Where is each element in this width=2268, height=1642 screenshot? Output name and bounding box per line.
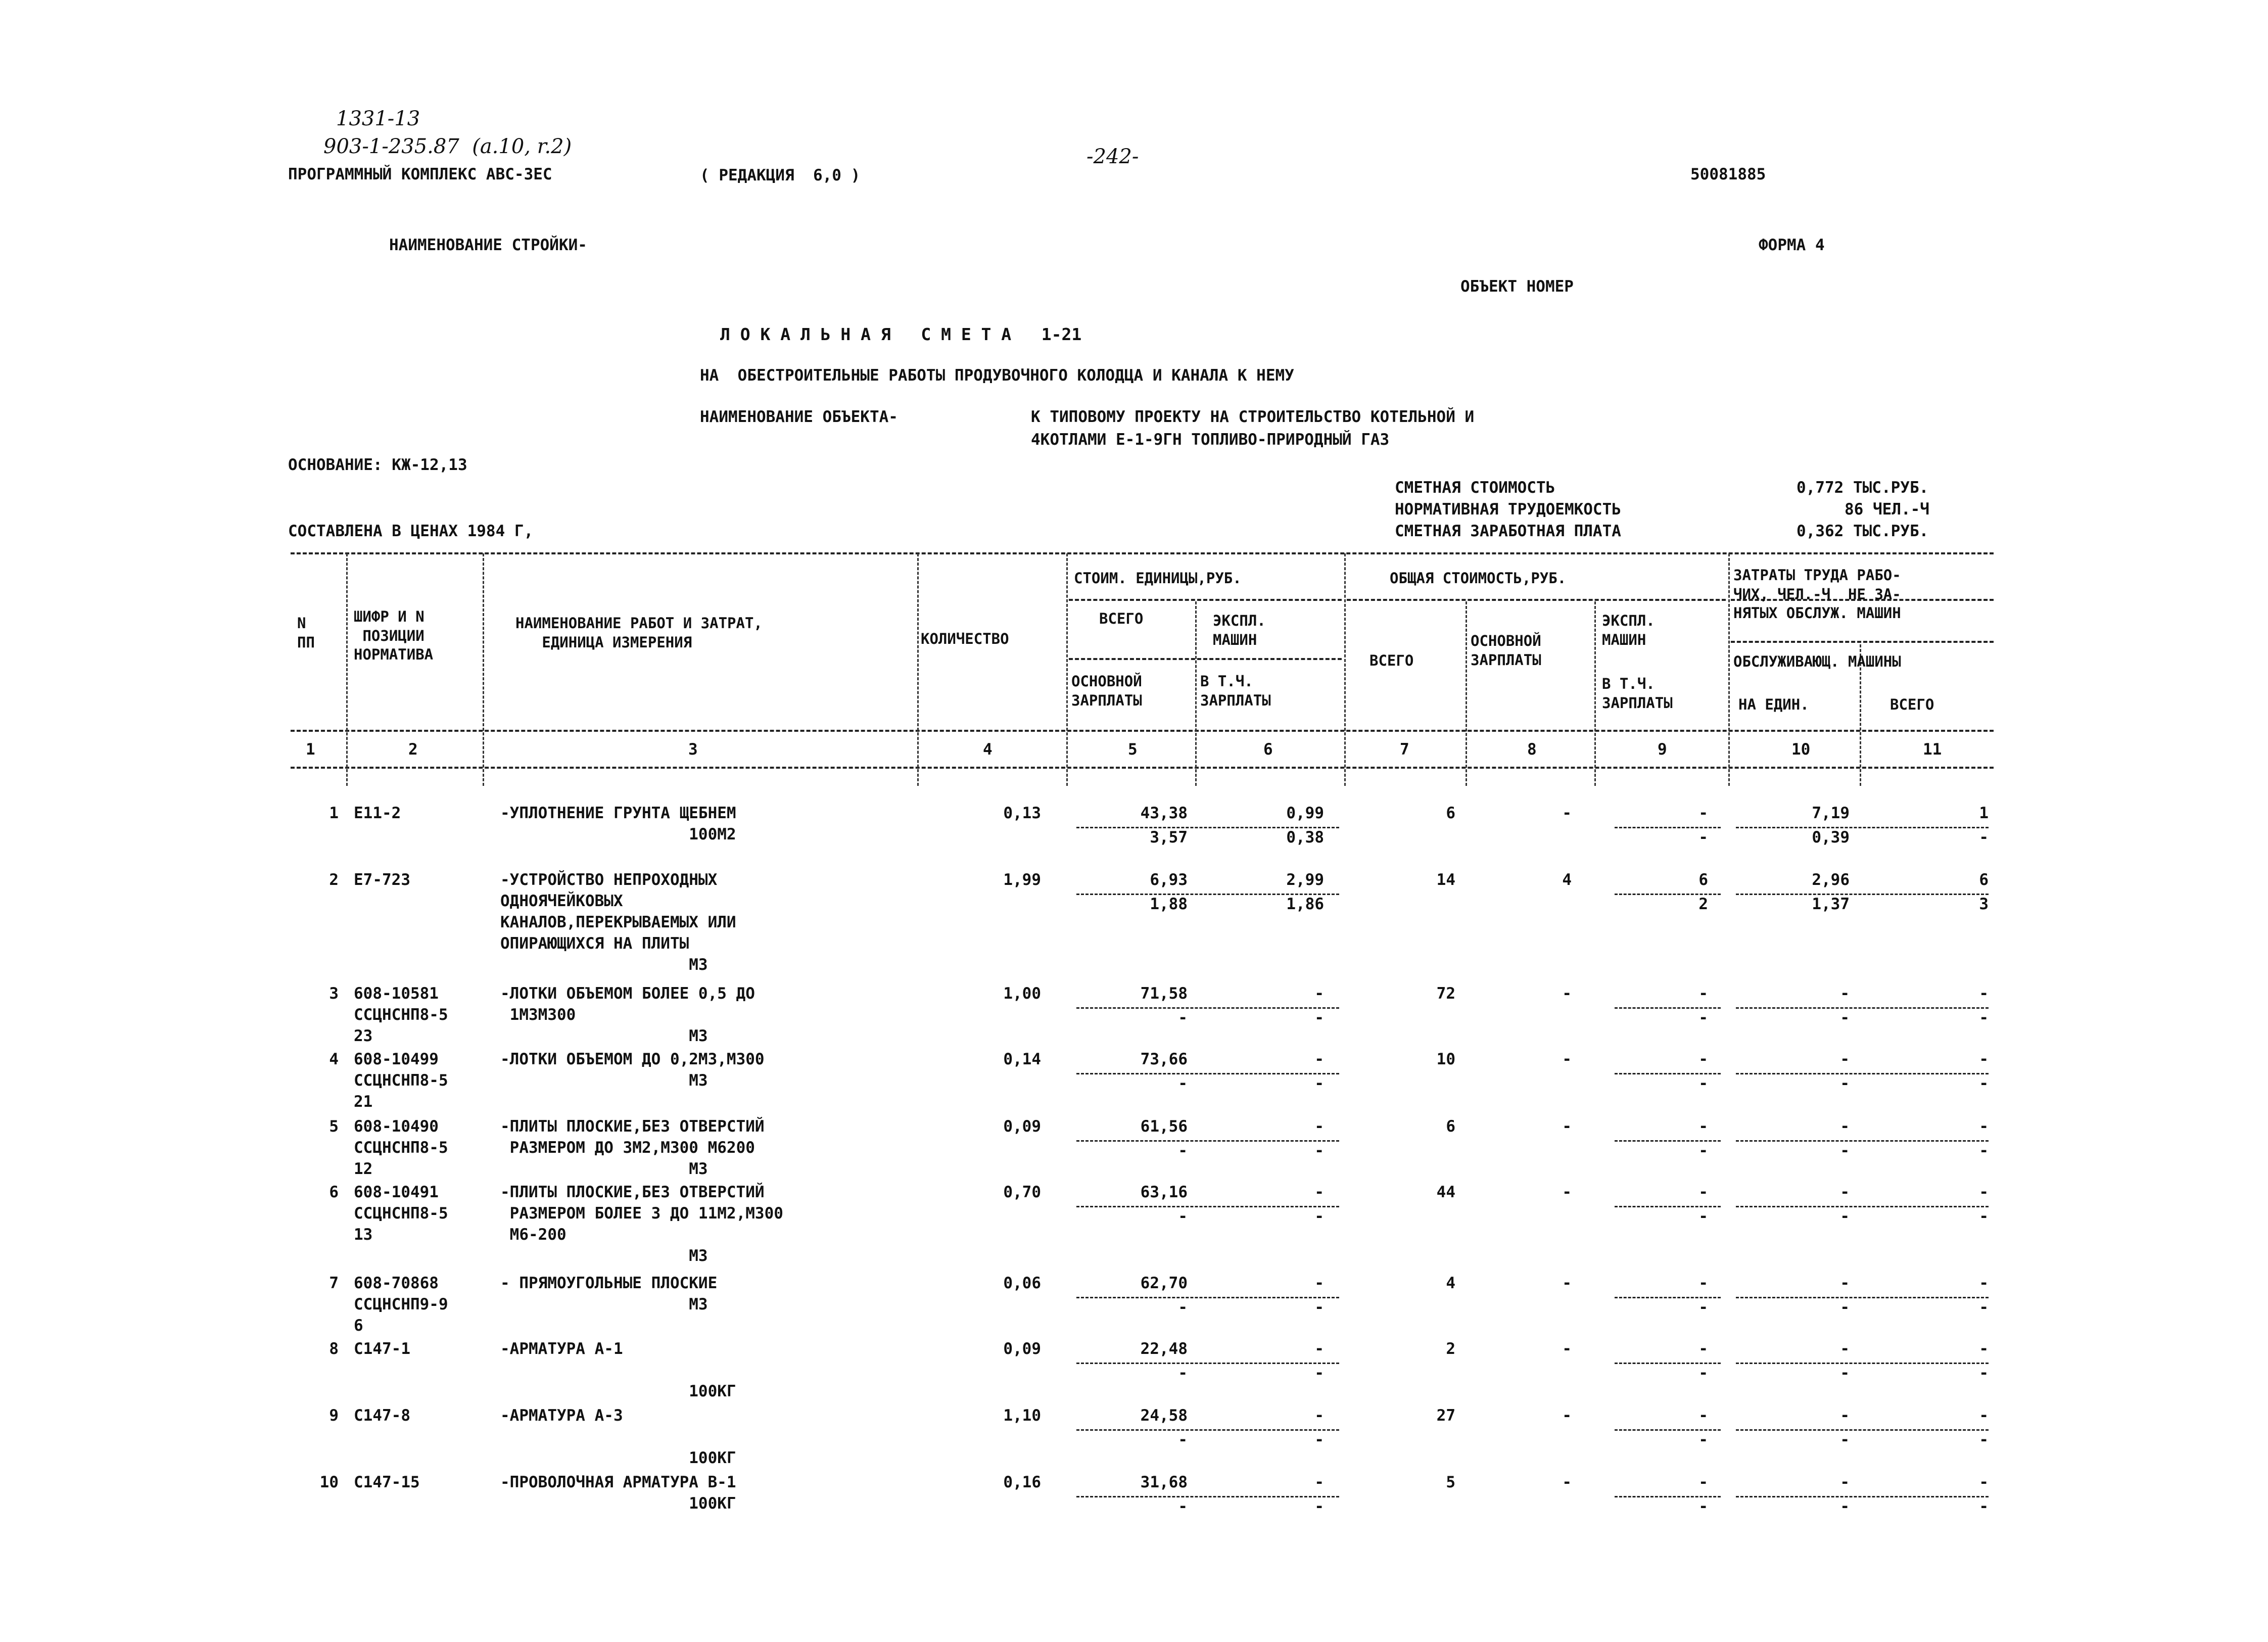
row-labor-total: - — [1979, 984, 1989, 1003]
row-name: -ПРОВОЛОЧНАЯ АРМАТУРА В-1 100КГ — [500, 1473, 736, 1513]
summary-label-1: СМЕТНАЯ СТОИМОСТЬ — [1395, 479, 1555, 497]
row-labor-unit: - — [1840, 1183, 1850, 1201]
row-total-mach: - — [1698, 1117, 1708, 1136]
header-labor-unit: НА ЕДИН. — [1738, 696, 1809, 713]
row-labor-total-2: - — [1979, 1497, 1989, 1516]
row-labor-unit: - — [1840, 1050, 1850, 1068]
row-labor-unit: - — [1840, 1274, 1850, 1292]
header-unit-incl: В Т.Ч. ЗАРПЛАТЫ — [1200, 673, 1271, 709]
row-unit-total: 71,58 — [1140, 984, 1188, 1003]
row-unit-wage: - — [1178, 1074, 1188, 1093]
row-unit-total: 31,68 — [1140, 1473, 1188, 1491]
row-labor-unit-2: 1,37 — [1812, 895, 1850, 913]
row-labor-total: - — [1979, 1340, 1989, 1358]
row-total-mach: - — [1698, 1050, 1708, 1068]
row-labor-unit-2: - — [1840, 1431, 1850, 1449]
row-code: С147-1 — [354, 1340, 410, 1358]
row-code: С147-15 — [354, 1473, 420, 1491]
object-name-line-1: К ТИПОВОМУ ПРОЕКТУ НА СТРОИТЕЛЬСТВО КОТЕЛЬНОЙ И — [1031, 408, 1475, 426]
row-total-incl: - — [1698, 1009, 1708, 1027]
row-labor-total-2: - — [1979, 828, 1989, 847]
row-labor-total: - — [1979, 1050, 1989, 1068]
construction-label: НАИМЕНОВАНИЕ СТРОЙКИ- — [389, 236, 587, 254]
row-labor-unit: 7,19 — [1812, 804, 1850, 822]
row-total: 14 — [1436, 871, 1455, 889]
row-total-wage: - — [1562, 984, 1572, 1003]
row-number: 4 — [329, 1050, 339, 1068]
row-unit-total: 22,48 — [1140, 1340, 1188, 1358]
row-unit-incl: - — [1314, 1207, 1324, 1226]
row-quantity: 0,06 — [1003, 1274, 1041, 1292]
row-labor-total: 1 — [1979, 804, 1989, 822]
row-labor-total-2: - — [1979, 1074, 1989, 1093]
row-total-wage: - — [1562, 1473, 1572, 1491]
row-code: Е7-723 — [354, 871, 410, 889]
row-unit-wage: - — [1178, 1298, 1188, 1317]
row-code: 608-10499 ССЦНСНП8-5 21 — [354, 1050, 448, 1111]
row-total-mach: - — [1698, 804, 1708, 822]
row-total-wage: - — [1562, 1406, 1572, 1425]
col-divider-5 — [1195, 601, 1197, 786]
row-labor-total-2: - — [1979, 1364, 1989, 1382]
row-unit-total: 73,66 — [1140, 1050, 1188, 1068]
row-unit-wage: 1,88 — [1150, 895, 1188, 913]
row-number: 10 — [319, 1473, 339, 1491]
header-total-mach: ЭКСПЛ. МАШИН — [1602, 612, 1655, 648]
row-quantity: 1,99 — [1003, 871, 1041, 889]
row-unit-total: 63,16 — [1140, 1183, 1188, 1201]
row-code: 608-10581 ССЦНСНП8-5 23 — [354, 984, 448, 1045]
row-quantity: 0,09 — [1003, 1340, 1041, 1358]
col-divider-1 — [346, 553, 348, 786]
row-code: 608-10491 ССЦНСНП8-5 13 — [354, 1183, 448, 1244]
column-numbers-rule — [291, 767, 1994, 769]
row-unit-incl: 0,38 — [1286, 828, 1324, 847]
row-total-incl: - — [1698, 1364, 1708, 1382]
header-bottom-rule — [291, 730, 1994, 732]
row-labor-total: - — [1979, 1473, 1989, 1491]
row-unit-mach: - — [1314, 984, 1324, 1003]
row-unit-mach: - — [1314, 1183, 1324, 1201]
row-unit-total: 24,58 — [1140, 1406, 1188, 1425]
header-labor-2: ОБСЛУЖИВАЮЩ. МАШИНЫ — [1733, 653, 1901, 670]
col-num-1: 1 — [306, 740, 315, 759]
col-num-7: 7 — [1400, 740, 1409, 759]
col-num-8: 8 — [1527, 740, 1537, 759]
summary-value-2: 86 ЧЕЛ.-Ч — [1845, 500, 1929, 519]
row-labor-unit-2: - — [1840, 1074, 1850, 1093]
row-unit-incl: - — [1314, 1364, 1324, 1382]
row-code: 608-70868 ССЦНСНП9-9 6 — [354, 1274, 448, 1335]
col-divider-8 — [1594, 601, 1596, 786]
row-labor-unit: 2,96 — [1812, 871, 1850, 889]
labor-sub-rule-2 — [1731, 641, 1994, 643]
summary-value-3: 0,362 ТЫС.РУБ. — [1797, 522, 1929, 540]
col-num-6: 6 — [1263, 740, 1273, 759]
col-num-4: 4 — [983, 740, 993, 759]
row-total-incl: - — [1698, 1298, 1708, 1317]
row-unit-incl: 1,86 — [1286, 895, 1324, 913]
row-number: 6 — [329, 1183, 339, 1201]
row-quantity: 1,00 — [1003, 984, 1041, 1003]
form-label: ФОРМА 4 — [1759, 236, 1825, 254]
row-unit-incl: - — [1314, 1142, 1324, 1160]
row-total-incl: - — [1698, 828, 1708, 847]
row-name: -УПЛОТНЕНИЕ ГРУНТА ЩЕБНЕМ 100М2 — [500, 804, 736, 843]
row-labor-unit-2: - — [1840, 1142, 1850, 1160]
row-labor-total: - — [1979, 1274, 1989, 1292]
row-labor-total-2: - — [1979, 1142, 1989, 1160]
row-labor-unit: - — [1840, 1340, 1850, 1358]
col-num-9: 9 — [1658, 740, 1667, 759]
row-total: 10 — [1436, 1050, 1455, 1068]
row-labor-total-2: - — [1979, 1009, 1989, 1027]
object-name-line-2: 4КОТЛАМИ Е-1-9ГН ТОПЛИВО-ПРИРОДНЫЙ ГАЗ — [1031, 431, 1390, 449]
row-labor-total: - — [1979, 1117, 1989, 1136]
page-number: -242- — [1086, 145, 1139, 168]
row-labor-unit: - — [1840, 1473, 1850, 1491]
object-number-label: ОБЪЕКТ НОМЕР — [1460, 277, 1574, 296]
row-number: 1 — [329, 804, 339, 822]
header-unit-mach: ЭКСПЛ. МАШИН — [1213, 612, 1266, 648]
summary-label-2: НОРМАТИВНАЯ ТРУДОЕМКОСТЬ — [1395, 500, 1621, 519]
row-total-mach: - — [1698, 1183, 1708, 1201]
row-quantity: 1,10 — [1003, 1406, 1041, 1425]
header-code: ШИФР И N ПОЗИЦИИ НОРМАТИВА — [354, 608, 434, 664]
header-labor: ЗАТРАТЫ ТРУДА РАБО- ЧИХ, ЧЕЛ.-Ч НЕ ЗА- НЯТЫХ ОБСЛУЖ. МАШИН — [1733, 567, 1901, 622]
row-labor-total-2: - — [1979, 1298, 1989, 1317]
row-labor-unit-2: 0,39 — [1812, 828, 1850, 847]
row-number: 5 — [329, 1117, 339, 1136]
col-num-5: 5 — [1128, 740, 1138, 759]
row-unit-total: 6,93 — [1150, 871, 1188, 889]
row-unit-incl: - — [1314, 1074, 1324, 1093]
row-labor-total-2: - — [1979, 1431, 1989, 1449]
row-total-wage: - — [1562, 1340, 1572, 1358]
row-labor-total: - — [1979, 1406, 1989, 1425]
program-complex: ПРОГРАММНЫЙ КОМПЛЕКС АВС-3ЕС — [288, 165, 552, 183]
row-quantity: 0,09 — [1003, 1117, 1041, 1136]
row-unit-wage: - — [1178, 1009, 1188, 1027]
handwritten-note-1: 1331-13 — [336, 107, 420, 130]
header-unit-all: ВСЕГО — [1099, 610, 1144, 627]
estimate-title: Л О К А Л Ь Н А Я С М Е Т А 1-21 — [720, 324, 1082, 344]
row-unit-wage: - — [1178, 1207, 1188, 1226]
row-labor-unit-2: - — [1840, 1298, 1850, 1317]
row-total-incl: - — [1698, 1431, 1708, 1449]
total-cost-sub-rule — [1347, 599, 1726, 601]
row-labor-unit-2: - — [1840, 1009, 1850, 1027]
header-quantity: КОЛИЧЕСТВО — [921, 630, 1009, 647]
row-total-wage: - — [1562, 1050, 1572, 1068]
row-total-mach: - — [1698, 1473, 1708, 1491]
row-quantity: 0,13 — [1003, 804, 1041, 822]
row-unit-wage: - — [1178, 1364, 1188, 1382]
row-name: -АРМАТУРА А-3 100КГ — [500, 1406, 736, 1467]
row-number: 2 — [329, 871, 339, 889]
summary-value-1: 0,772 ТЫС.РУБ. — [1797, 479, 1929, 497]
row-code: 608-10490 ССЦНСНП8-5 12 — [354, 1117, 448, 1178]
row-labor-unit: - — [1840, 1406, 1850, 1425]
header-total-cost: ОБЩАЯ СТОИМОСТЬ,РУБ. — [1390, 570, 1567, 587]
col-num-11: 11 — [1923, 740, 1942, 759]
row-unit-mach: 0,99 — [1286, 804, 1324, 822]
col-divider-6 — [1344, 553, 1346, 786]
row-unit-total: 62,70 — [1140, 1274, 1188, 1292]
row-total-incl: - — [1698, 1207, 1708, 1226]
row-unit-incl: - — [1314, 1298, 1324, 1317]
row-total: 5 — [1446, 1473, 1455, 1491]
header-total-wage: ОСНОВНОЙ ЗАРПЛАТЫ — [1471, 632, 1541, 669]
row-name: -УСТРОЙСТВО НЕПРОХОДНЫХ ОДНОЯЧЕЙКОВЫХ КАНАЛОВ,ПЕРЕКРЫВАЕМЫХ ИЛИ ОПИРАЮЩИХСЯ НА ПЛИТЫ М3 — [500, 871, 736, 974]
handwritten-note-2: 903-1-235.87 (a.10, r.2) — [323, 135, 572, 158]
row-name: -ПЛИТЫ ПЛОСКИЕ,БЕЗ ОТВЕРСТИЙ РАЗМЕРОМ БОЛЕЕ 3 ДО 11М2,М300 М6-200 М3 — [500, 1183, 783, 1265]
works-line: НА ОБЕСТРОИТЕЛЬНЫЕ РАБОТЫ ПРОДУВОЧНОГО КОЛОДЦА И КАНАЛА К НЕМУ — [700, 366, 1294, 385]
row-total-wage: 4 — [1562, 871, 1572, 889]
row-total-incl: - — [1698, 1074, 1708, 1093]
header-n: N ПП — [297, 615, 315, 651]
col-num-3: 3 — [688, 740, 698, 759]
row-unit-incl: - — [1314, 1497, 1324, 1516]
row-name: -ПЛИТЫ ПЛОСКИЕ,БЕЗ ОТВЕРСТИЙ РАЗМЕРОМ ДО 3М2,М300 М6200 М3 — [500, 1117, 765, 1178]
header-labor-total: ВСЕГО — [1890, 696, 1934, 713]
col-divider-2 — [483, 553, 484, 786]
row-unit-mach: - — [1314, 1473, 1324, 1491]
object-name-label: НАИМЕНОВАНИЕ ОБЪЕКТА- — [700, 408, 898, 426]
row-number: 3 — [329, 984, 339, 1003]
row-unit-mach: - — [1314, 1050, 1324, 1068]
col-divider-7 — [1466, 601, 1467, 786]
row-number: 8 — [329, 1340, 339, 1358]
row-unit-wage: 3,57 — [1150, 828, 1188, 847]
row-name: -АРМАТУРА А-1 100КГ — [500, 1340, 736, 1400]
row-total: 2 — [1446, 1340, 1455, 1358]
row-labor-unit-2: - — [1840, 1207, 1850, 1226]
row-name: -ЛОТКИ ОБЪЕМОМ БОЛЕЕ 0,5 ДО 1М3М300 М3 — [500, 984, 755, 1045]
row-labor-total: 6 — [1979, 871, 1989, 889]
header-name: НАИМЕНОВАНИЕ РАБОТ И ЗАТРАТ, ЕДИНИЦА ИЗМЕРЕНИЯ — [515, 615, 763, 651]
row-labor-unit-2: - — [1840, 1497, 1850, 1516]
row-labor-total-2: - — [1979, 1207, 1989, 1226]
row-unit-mach: - — [1314, 1117, 1324, 1136]
row-total: 27 — [1436, 1406, 1455, 1425]
row-total-mach: - — [1698, 1406, 1708, 1425]
row-labor-total-2: 3 — [1979, 895, 1989, 913]
row-unit-wage: - — [1178, 1142, 1188, 1160]
row-labor-unit: - — [1840, 1117, 1850, 1136]
row-total-mach: - — [1698, 1340, 1708, 1358]
col-divider-4 — [1066, 553, 1068, 786]
summary-label-3: СМЕТНАЯ ЗАРАБОТНАЯ ПЛАТА — [1395, 522, 1621, 540]
row-labor-unit-2: - — [1840, 1364, 1850, 1382]
row-unit-total: 61,56 — [1140, 1117, 1188, 1136]
row-name: -ЛОТКИ ОБЪЕМОМ ДО 0,2М3,М300 М3 — [500, 1050, 765, 1090]
row-number: 7 — [329, 1274, 339, 1292]
header-unit-wage: ОСНОВНОЙ ЗАРПЛАТЫ — [1071, 673, 1142, 709]
row-code: С147-8 — [354, 1406, 410, 1425]
row-total: 6 — [1446, 804, 1455, 822]
row-unit-mach: - — [1314, 1406, 1324, 1425]
row-unit-wage: - — [1178, 1497, 1188, 1516]
col-divider-9 — [1728, 553, 1730, 786]
col-num-2: 2 — [408, 740, 418, 759]
col-divider-3 — [917, 553, 919, 786]
row-unit-mach: - — [1314, 1340, 1324, 1358]
row-unit-incl: - — [1314, 1431, 1324, 1449]
row-labor-total: - — [1979, 1183, 1989, 1201]
row-total-incl: - — [1698, 1142, 1708, 1160]
row-total: 44 — [1436, 1183, 1455, 1201]
header-total-incl: В Т.Ч. ЗАРПЛАТЫ — [1602, 675, 1673, 712]
row-total: 4 — [1446, 1274, 1455, 1292]
row-total-wage: - — [1562, 804, 1572, 822]
unit-cost-sub-rule-2 — [1069, 658, 1342, 660]
row-unit-mach: 2,99 — [1286, 871, 1324, 889]
row-quantity: 0,14 — [1003, 1050, 1041, 1068]
col-num-10: 10 — [1791, 740, 1811, 759]
row-total-mach: - — [1698, 984, 1708, 1003]
unit-cost-sub-rule — [1069, 599, 1342, 601]
header-total-all: ВСЕГО — [1369, 652, 1414, 669]
row-labor-unit: - — [1840, 984, 1850, 1003]
row-total: 72 — [1436, 984, 1455, 1003]
row-number: 9 — [329, 1406, 339, 1425]
table-top-rule — [291, 552, 1994, 554]
row-code: Е11-2 — [354, 804, 401, 822]
edition: ( РЕДАКЦИЯ 6,0 ) — [700, 166, 861, 184]
row-unit-incl: - — [1314, 1009, 1324, 1027]
row-total-wage: - — [1562, 1183, 1572, 1201]
row-total-mach: 6 — [1698, 871, 1708, 889]
header-unit-cost: СТОИМ. ЕДИНИЦЫ,РУБ. — [1074, 570, 1242, 587]
row-total: 6 — [1446, 1117, 1455, 1136]
row-unit-total: 43,38 — [1140, 804, 1188, 822]
row-total-incl: - — [1698, 1497, 1708, 1516]
prices-line: СОСТАВЛЕНА В ЦЕНАХ 1984 Г, — [288, 522, 534, 540]
document-code: 50081885 — [1690, 165, 1766, 183]
row-quantity: 0,16 — [1003, 1473, 1041, 1491]
row-total-wage: - — [1562, 1274, 1572, 1292]
row-total-incl: 2 — [1698, 895, 1708, 913]
basis: ОСНОВАНИЕ: КЖ-12,13 — [288, 456, 467, 474]
row-quantity: 0,70 — [1003, 1183, 1041, 1201]
row-total-mach: - — [1698, 1274, 1708, 1292]
row-name: - ПРЯМОУГОЛЬНЫЕ ПЛОСКИЕ М3 — [500, 1274, 718, 1313]
row-unit-mach: - — [1314, 1274, 1324, 1292]
row-unit-wage: - — [1178, 1431, 1188, 1449]
row-total-wage: - — [1562, 1117, 1572, 1136]
